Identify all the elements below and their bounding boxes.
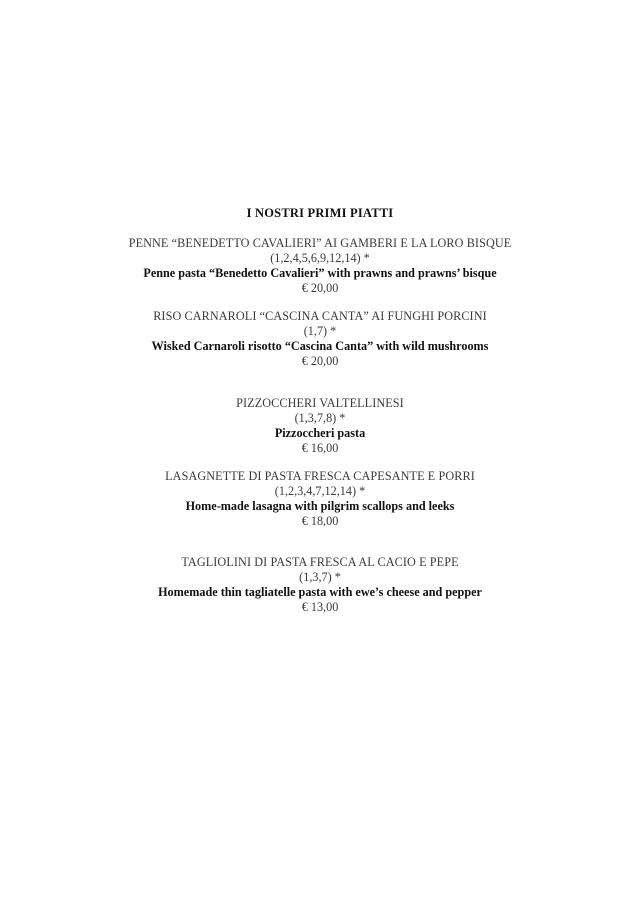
dish-english-name: Home-made lasagna with pilgrim scallops and leeks [185, 499, 455, 513]
dish-english-name: Penne pasta “Benedetto Cavalieri” with prawns and prawns’ bisque [143, 266, 497, 280]
dish-price: € 20,00 [301, 281, 339, 295]
dish-italian-name: RISO CARNAROLI “CASCINA CANTA” AI FUNGHI PORCINI [153, 309, 487, 323]
dish-italian-name: PIZZOCCHERI VALTELLINESI [236, 396, 404, 410]
dish-price: € 20,00 [301, 354, 339, 368]
dish-italian-name: TAGLIOLINI DI PASTA FRESCA AL CACIO E PEPE [181, 555, 459, 569]
dish-allergens: (1,2,4,5,6,9,12,14) * [270, 251, 370, 265]
dish-allergens: (1,7) * [303, 324, 337, 338]
dish-italian-name: LASAGNETTE DI PASTA FRESCA CAPESANTE E PORRI [165, 469, 475, 483]
menu-item [0, 309, 640, 369]
dish-price: € 16,00 [301, 441, 339, 455]
dish-price: € 13,00 [301, 600, 339, 614]
menu-item [0, 236, 640, 296]
dish-italian-name: PENNE “BENEDETTO CAVALIERI” AI GAMBERI E LA LORO BISQUE [128, 236, 512, 250]
dish-allergens: (1,3,7) * [299, 570, 341, 584]
dish-allergens: (1,2,3,4,7,12,14) * [274, 484, 366, 498]
section-title: I NOSTRI PRIMI PIATTI [246, 206, 394, 220]
dish-english-name: Pizzoccheri pasta [274, 426, 366, 440]
dish-allergens: (1,3,7,8) * [294, 411, 346, 425]
dish-price: € 18,00 [301, 514, 339, 528]
dish-english-name: Homemade thin tagliatelle pasta with ewe’s cheese and pepper [158, 585, 482, 599]
menu-item [0, 396, 640, 456]
menu-item [0, 469, 640, 529]
menu-item [0, 555, 640, 615]
dish-english-name: Wisked Carnaroli risotto “Cascina Canta” with wild mushrooms [151, 339, 489, 353]
